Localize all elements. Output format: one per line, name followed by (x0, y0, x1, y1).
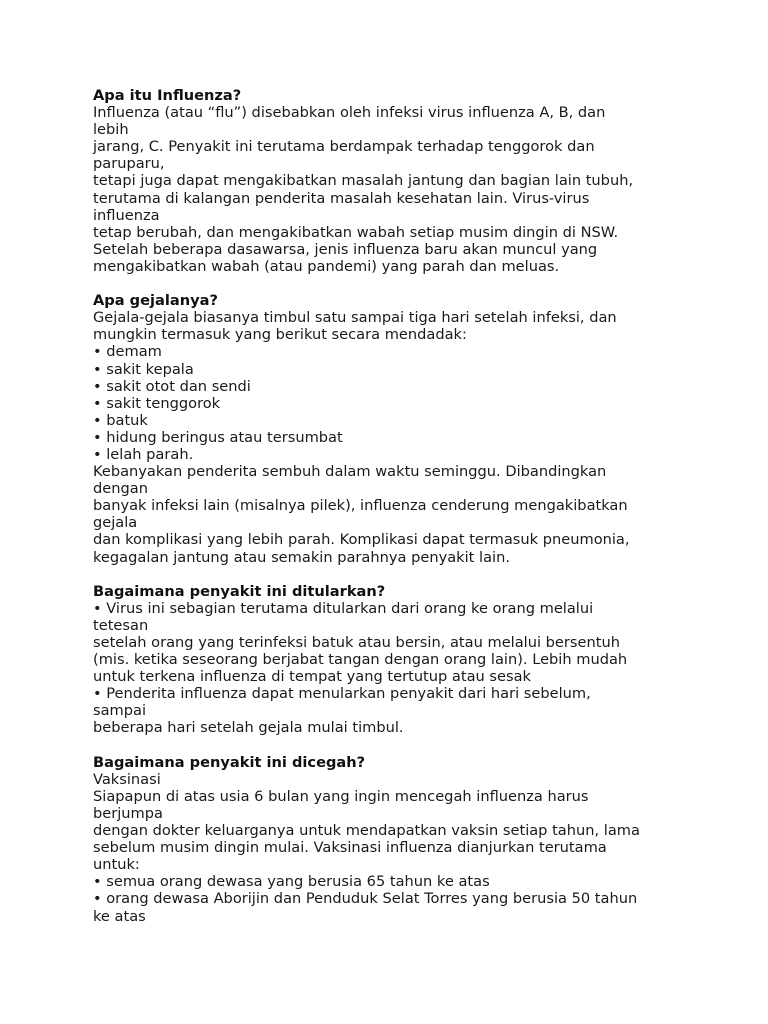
text-line: setelah orang yang terinfeksi batuk atau bersin, atau melalui bersentuh (93, 634, 620, 651)
bullet-line: • Penderita influenza dapat menularkan penyakit dari hari sebelum, (93, 685, 591, 703)
text-line: mungkin termasuk yang berikut secara mendadak: (93, 326, 467, 344)
text-line: banyak infeksi lain (misalnya pilek), influenza cenderung mengakibatkan (93, 497, 628, 515)
text-line: beberapa hari setelah gejala mulai timbul. (93, 719, 404, 737)
text-line: (mis. ketika seseorang berjabat tangan dengan orang lain). Lebih mudah (93, 651, 628, 669)
text-line: tetesan (93, 616, 149, 634)
text-line: kegagalan jantung atau semakin parahnya penyakit lain. (93, 548, 510, 566)
section-heading: Bagaimana penyakit ini dicegah? (93, 753, 366, 771)
bullet-line: • batuk (93, 411, 148, 429)
section-4 (93, 754, 693, 925)
section-3 (93, 583, 693, 737)
document-page (93, 87, 693, 925)
text-line: jarang, C. Penyakit ini terutama berdampak terhadap tenggorok dan (93, 138, 595, 156)
text-line: terutama di kalangan penderita masalah kesehatan lain. Virus-virus (93, 189, 590, 207)
text-line: dan komplikasi yang lebih parah. Komplikasi dapat termasuk pneumonia, (93, 531, 630, 549)
section-heading: Apa gejalanya? (93, 292, 218, 310)
bullet-line: • sakit otot dan sendi (93, 377, 251, 395)
text-line: Siapapun di atas usia 6 bulan yang ingin mencegah influenza harus (93, 787, 589, 805)
text-line: sampai (93, 702, 147, 720)
text-line: gejala (93, 514, 138, 532)
bullet-line: • semua orang dewasa yang berusia 65 tahun ke atas (93, 873, 490, 891)
text-line: Gejala-gejala biasanya timbul satu sampai tiga hari setelah infeksi, dan (93, 309, 617, 327)
text-line: berjumpa (93, 804, 163, 822)
section-2 (93, 292, 693, 566)
section-gap (93, 566, 693, 583)
text-line: ke atas (93, 907, 146, 925)
section-gap (93, 737, 693, 754)
bullet-line: • demam (93, 343, 162, 361)
text-line: untuk terkena influenza di tempat yang tertutup atau sesak (93, 668, 532, 686)
text-line: paruparu, (93, 155, 165, 173)
bullet-line: • sakit kepala (93, 360, 194, 378)
text-line: Setelah beberapa dasawarsa, jenis influenza baru akan muncul yang (93, 240, 598, 258)
text-line: untuk: (93, 856, 140, 874)
section-1 (93, 87, 693, 275)
text-line: sebelum musim dingin mulai. Vaksinasi influenza dianjurkan terutama (93, 839, 607, 857)
section-gap (93, 275, 693, 292)
bullet-line: • lelah parah. (93, 445, 194, 463)
text-line: Vaksinasi (93, 770, 161, 788)
text-line: Kebanyakan penderita sembuh dalam waktu seminggu. Dibandingkan (93, 463, 607, 481)
text-line: Influenza (atau “flu”) disebabkan oleh infeksi virus influenza A, B, dan (93, 104, 606, 122)
bullet-line: • sakit tenggorok (93, 394, 221, 412)
bullet-line: • Virus ini sebagian terutama ditularkan dari orang ke orang melalui (93, 599, 594, 617)
text-line: lebih (93, 121, 129, 139)
text-line: tetap berubah, dan mengakibatkan wabah setiap musim dingin di NSW. (93, 223, 619, 241)
section-heading: Apa itu Influenza? (93, 87, 242, 104)
bullet-line: • orang dewasa Aborijin dan Penduduk Selat Torres yang berusia 50 tahun (93, 890, 638, 908)
document-body (93, 87, 693, 925)
text-line: mengakibatkan wabah (atau pandemi) yang parah dan meluas. (93, 257, 560, 275)
text-line: tetapi juga dapat mengakibatkan masalah jantung dan bagian lain tubuh, (93, 172, 634, 190)
text-line: influenza (93, 206, 160, 224)
text-line: dengan dokter keluarganya untuk mendapatkan vaksin setiap tahun, lama (93, 822, 640, 840)
bullet-line: • hidung beringus atau tersumbat (93, 428, 343, 446)
text-line: dengan (93, 480, 148, 498)
section-heading: Bagaimana penyakit ini ditularkan? (93, 582, 386, 600)
